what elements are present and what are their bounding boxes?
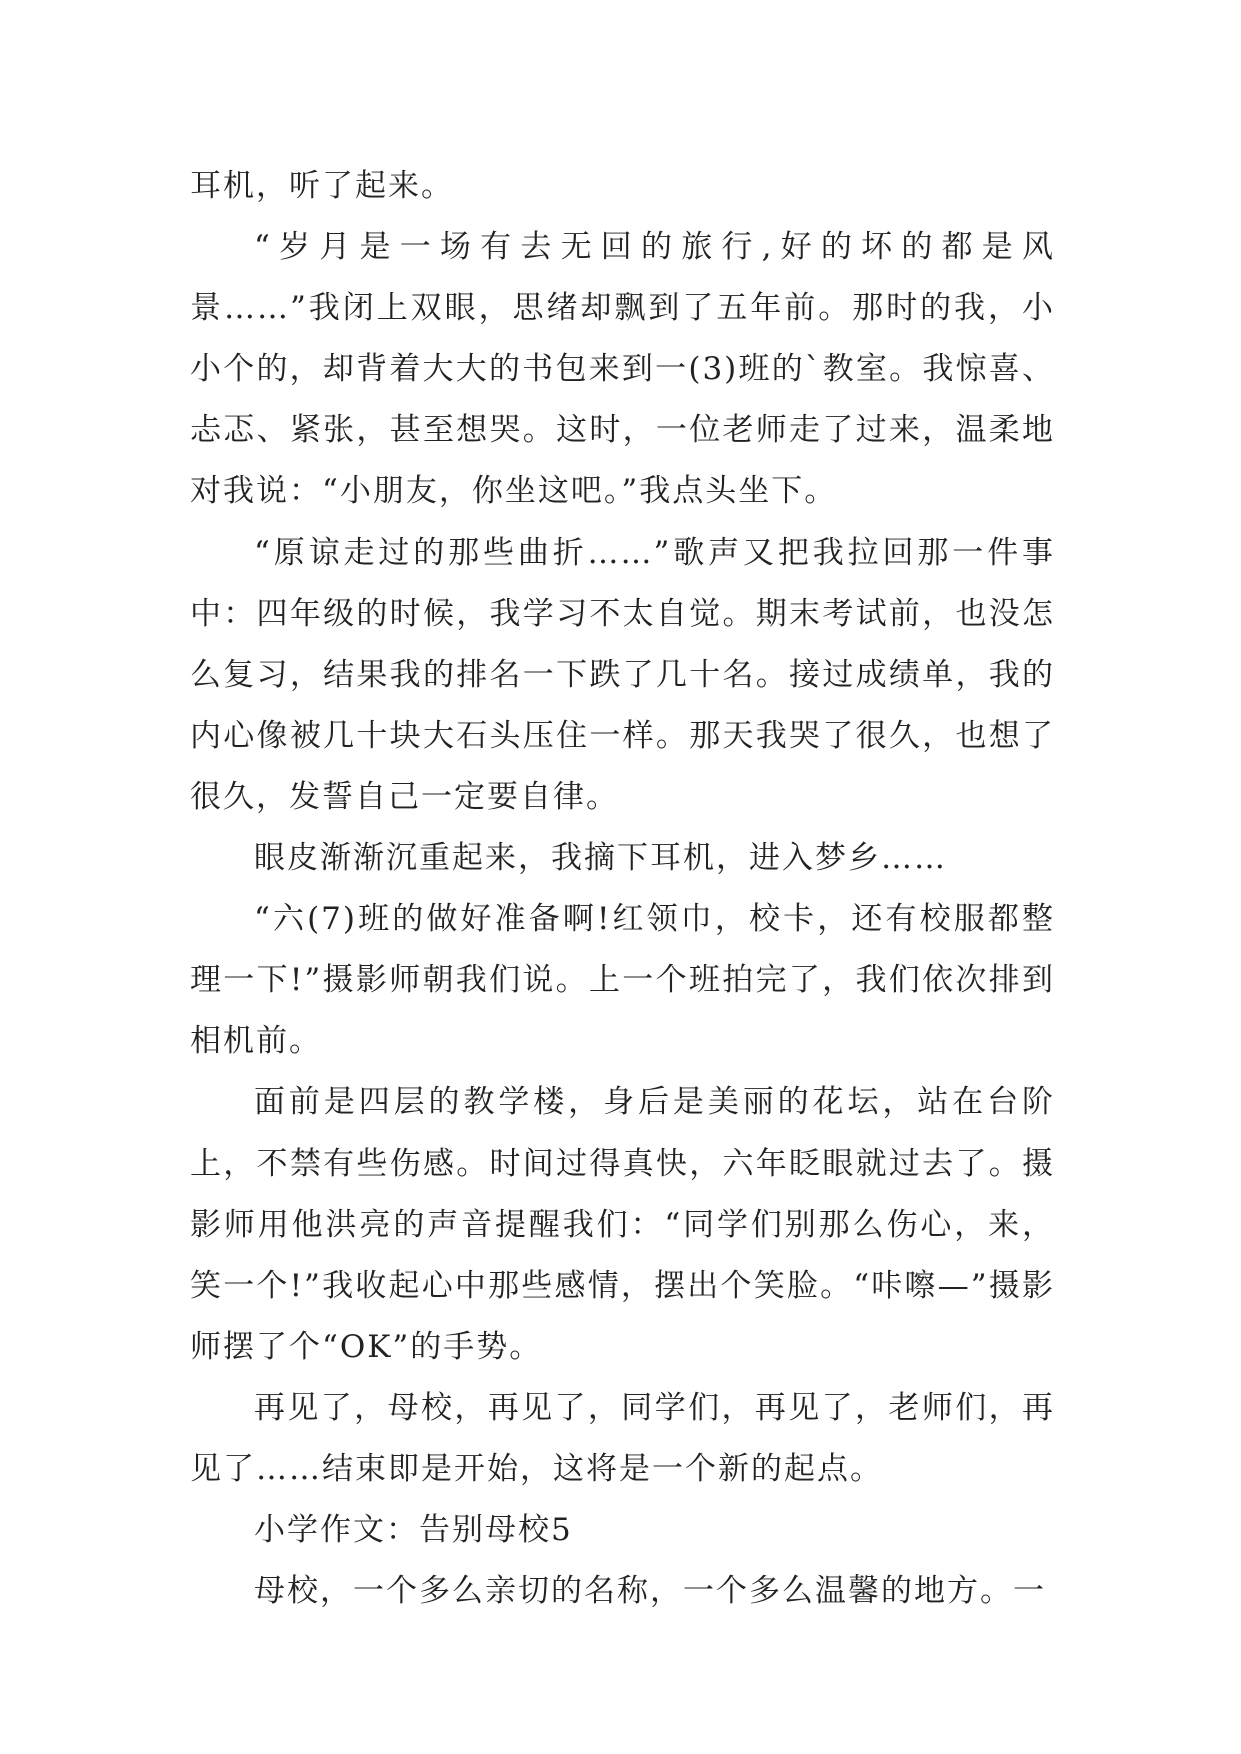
paragraph-memory-grade-four: “原谅走过的那些曲折……”歌声又把我拉回那一件事中：四年级的时候，我学习不太自觉。期末考试前，也没怎么复习，结果我的排名一下跌了几十名。接过成绩单，我的内心像被几十块大石头压住一样。那天我哭了很久，也想了很久，发誓自己一定要自律。 [190,534,1055,815]
paragraph-earphones: 耳机，听了起来。 [190,168,454,204]
essay-heading: 小学作文：告别母校5 [254,1512,573,1549]
paragraph-class-photo: 面前是四层的教学楼，身后是美丽的花坛，站在台阶上，不禁有些伤感。时间过得真快，六年眨眼就过去了。摄影师用他洪亮的声音提醒我们：“同学们别那么伤心，来，笑一个!”我收起心中那些感情，摆出个笑脸。“咔嚓—”摄影师摆了个“OK”的手势。 [190,1084,1055,1365]
paragraph-falling-asleep: 眼皮渐渐沉重起来，我摘下耳机，进入梦乡…… [254,840,947,877]
paragraph-alma-mater: 母校，一个多么亲切的名称，一个多么温馨的地方。一 [254,1573,1046,1610]
paragraph-photographer-call: “六(7)班的做好准备啊!红领巾，校卡，还有校服都整理一下!”摄影师朝我们说。上一个班拍完了，我们依次排到相机前。 [190,901,1055,1060]
paragraph-farewell: 再见了，母校，再见了，同学们，再见了，老师们，再见了……结束即是开始，这将是一个新的起点。 [190,1389,1055,1487]
paragraph-memory-first-day: “岁月是一场有去无回的旅行,好的坏的都是风景……”我闭上双眼，思绪却飘到了五年前。那时的我，小小个的，却背着大大的书包来到一(3)班的`教室。我惊喜、忐忑、紧张，甚至想哭。这时，一位老师走了过来，温柔地对我说：“小朋友，你坐这吧。”我点头坐下。 [190,229,1055,510]
document-body [190,156,1055,1622]
